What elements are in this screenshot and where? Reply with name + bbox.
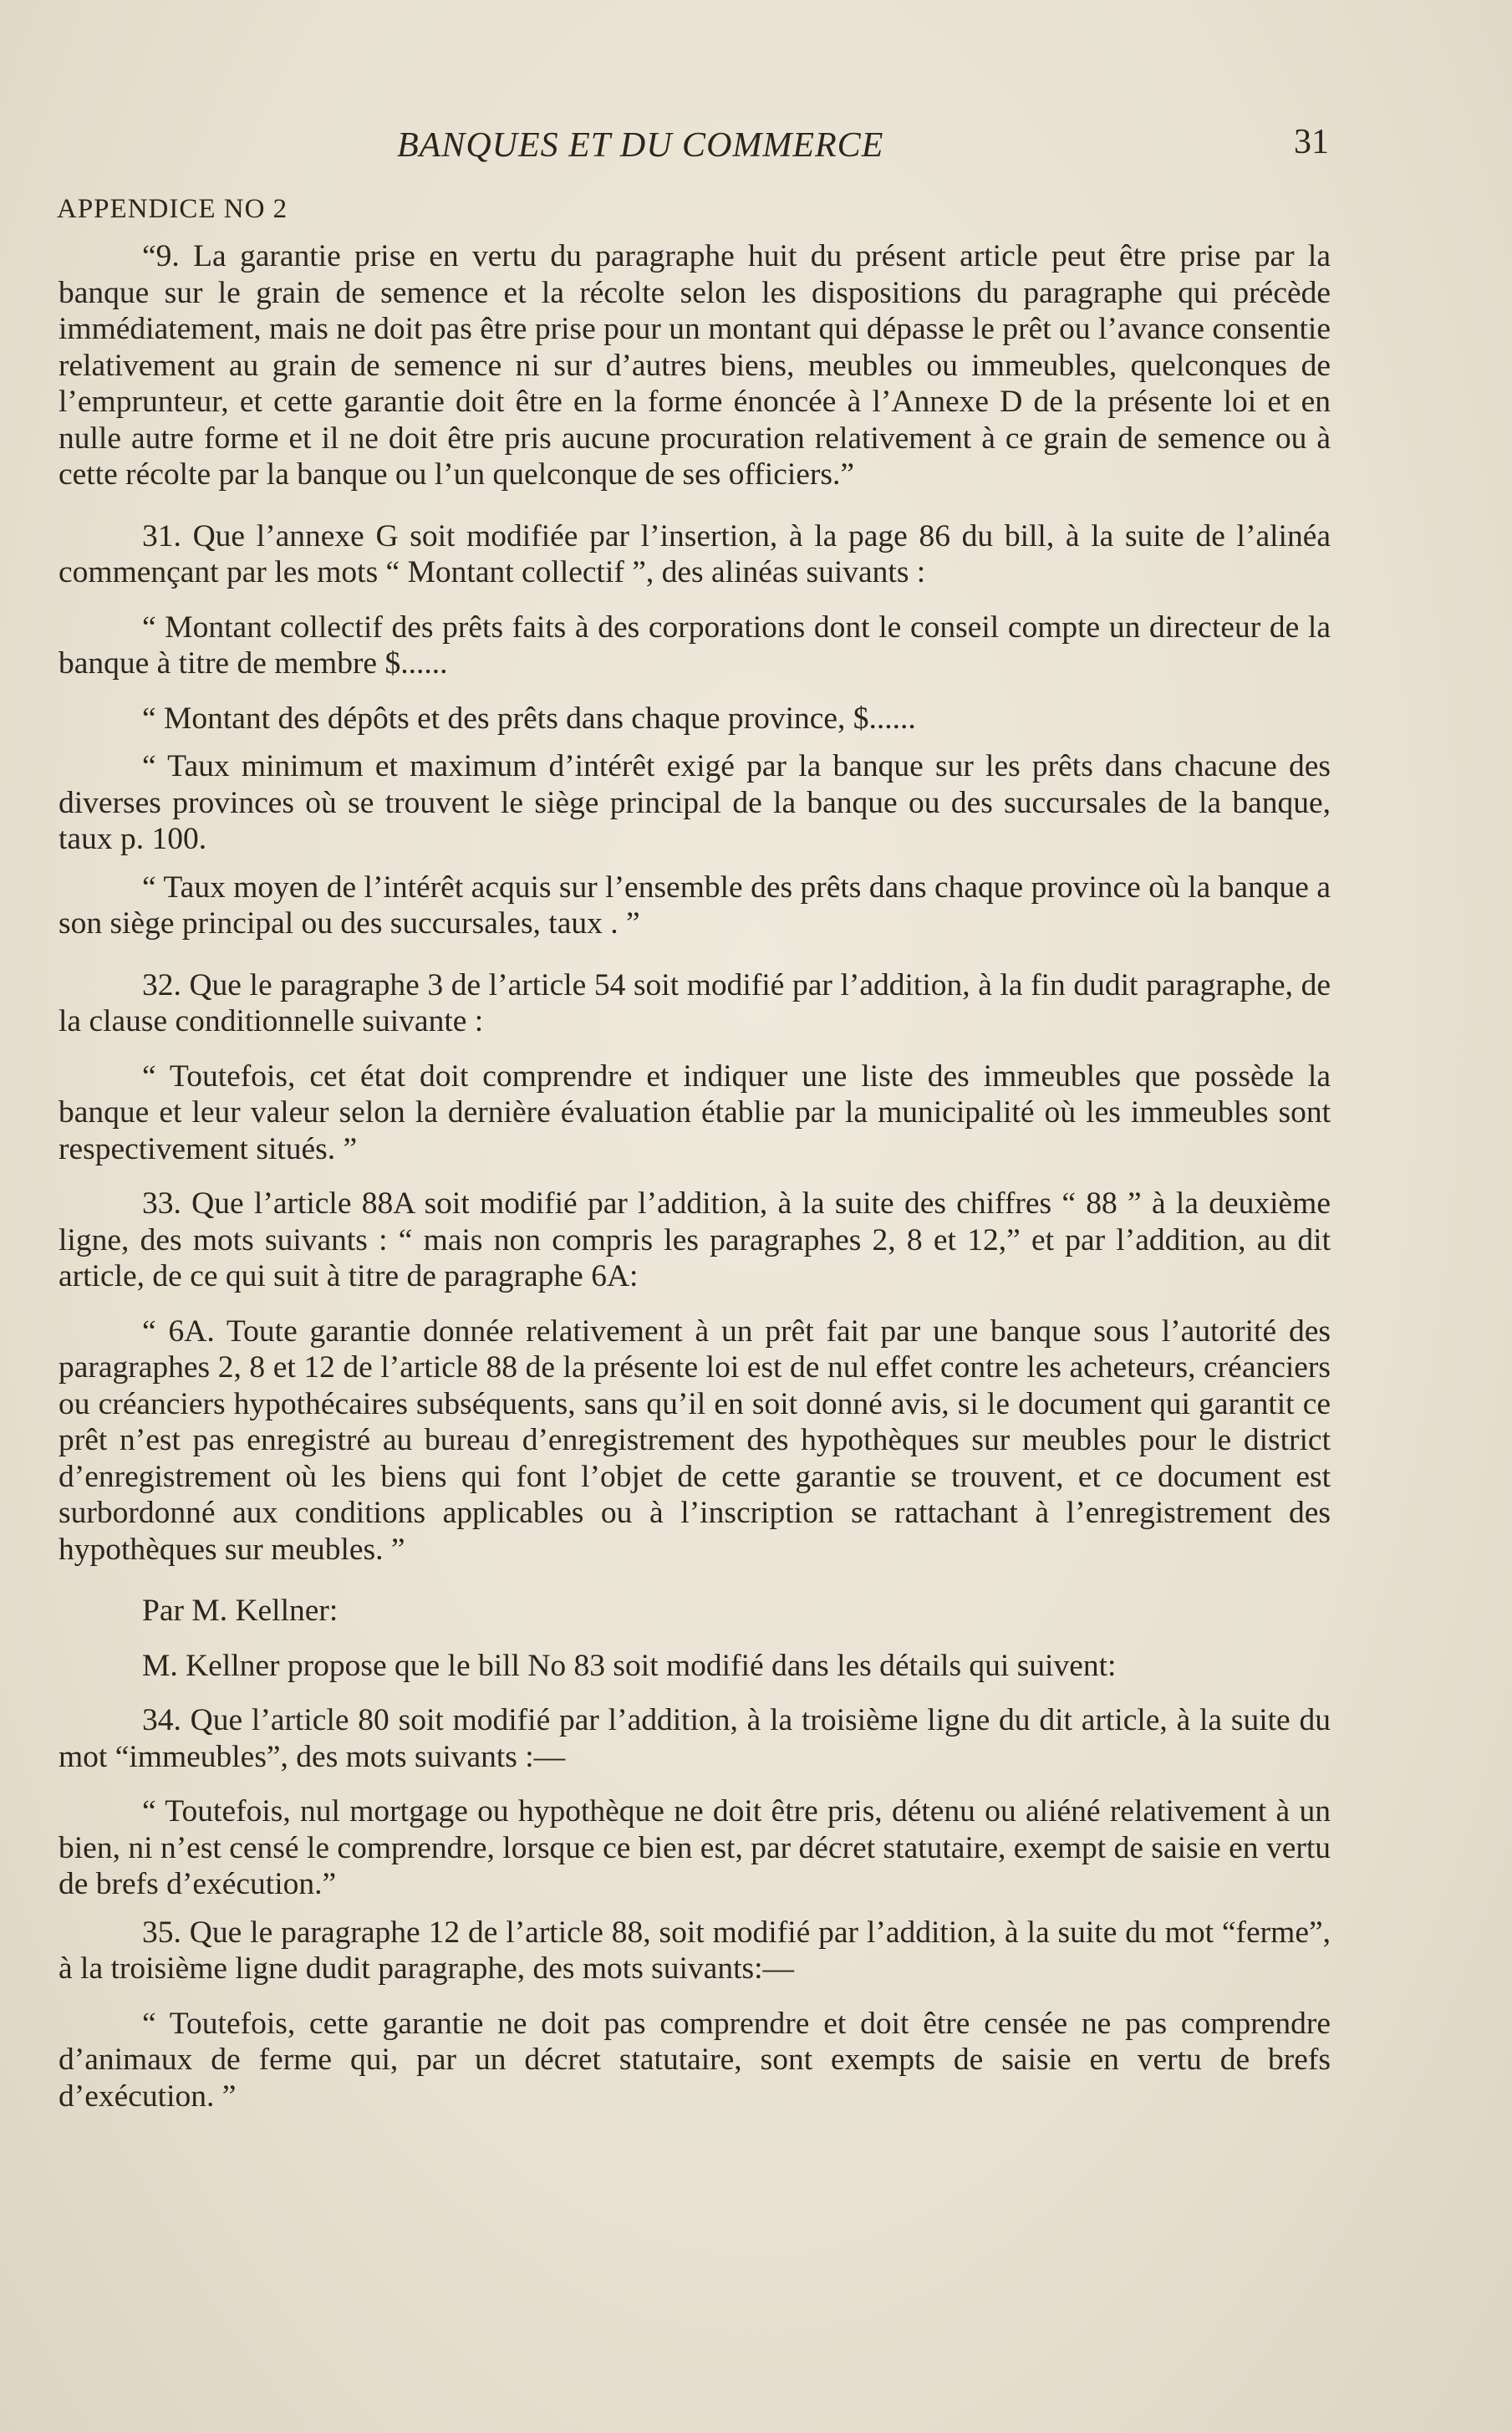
body-text: [59, 238, 1331, 2114]
paragraph-31-item-3: “ Taux minimum et maximum d’intérêt exigé par la banque sur les prêts dans chacune des diverses provinces où se trouvent le siège principal de la banque ou des succursales de la banque, taux p. 100.: [59, 749, 1331, 856]
page-header: [59, 125, 1329, 176]
running-title: BANQUES ET DU COMMERCE: [397, 126, 884, 165]
paragraph-31-item-2: “ Montant des dépôts et des prêts dans chaque province, $......: [142, 701, 916, 736]
paragraph-31-item-4: “ Taux moyen de l’intérêt acquis sur l’ensemble des prêts dans chaque province où la banque a son siège principal ou des succursales, taux . ”: [59, 870, 1331, 941]
page-number: 31: [1294, 123, 1329, 161]
paragraph-31-item-1: “ Montant collectif des prêts faits à des corporations dont le conseil compte un directeur de la banque à titre de membre $......: [59, 610, 1331, 681]
paragraph-34-clause: “ Toutefois, nul mortgage ou hypothèque ne doit être pris, détenu ou aliéné relativement à un bien, ni n’est censé le comprendre, lorsque ce bien est, par décret statutaire, exempt de saisie en vertu de brefs d’exécution.”: [59, 1794, 1331, 1901]
paragraph-34: 34. Que l’article 80 soit modifié par l’addition, à la troisième ligne du dit article, à la suite du mot “immeubles”, des mots suivants :—: [59, 1703, 1331, 1774]
paragraph-33-clause-6a: “ 6A. Toute garantie donnée relativement à un prêt fait par une banque sous l’autorité des paragraphes 2, 8 et 12 de l’article 88 de la présente loi est de nul effet contre les acheteurs, créanciers ou créanciers hypothécaires subséquents, sans qu’il en soit donné avis, si le document qui garantit ce prêt n’est pas enregistré au bureau d’enregistrement des hypothèques sur meubles pour le district d’enregistrement où les biens qui font l’objet de cette garantie se trouvent, et ce document est surbordonné aux conditions applicables ou à l’inscription se rattachant à l’enregistrement des hypothèques sur meubles. ”: [59, 1313, 1331, 1567]
paragraph-9-clause: “9. La garantie prise en vertu du paragraphe huit du présent article peut être prise par la banque sur le grain de semence et la récolte selon les dispositions du paragraphe qui précède immédiatement, mais ne doit pas être prise pour un montant qui dépasse le prêt ou l’avance consentie relativement au grain de semence ni sur d’autres biens, meubles ou immeubles, quelconques de l’emprunteur, et cette garantie doit être en la forme énoncée à l’Annexe D de la présente loi et en nulle autre forme et il ne doit être pris aucune procuration relativement à ce grain de semence ou à cette récolte par la banque ou l’un quelconque de ses officiers.”: [59, 239, 1331, 492]
paragraph-31: 31. Que l’annexe G soit modifiée par l’insertion, à la page 86 du bill, à la suite de l’alinéa commençant par les mots “ Montant collectif ”, des alinéas suivants :: [59, 518, 1331, 589]
paragraph-32-clause: “ Toutefois, cet état doit comprendre et indiquer une liste des immeubles que possède la banque et leur valeur selon la dernière évaluation établie par la municipalité où les immeubles sont respectivement situés. ”: [59, 1058, 1331, 1166]
paragraph-35: 35. Que le paragraphe 12 de l’article 88, soit modifié par l’addition, à la suite du mot “ferme”, à la troisième ligne dudit paragraphe, des mots suivants:—: [59, 1915, 1331, 1986]
proposer-heading: Par M. Kellner:: [142, 1594, 339, 1628]
proposer-motion: M. Kellner propose que le bill No 83 soit modifié dans les détails qui suivent:: [142, 1648, 1117, 1683]
paragraph-33: 33. Que l’article 88A soit modifié par l’addition, à la suite des chiffres “ 88 ” à la deuxième ligne, des mots suivants : “ mais non compris les paragraphes 2, 8 et 12,” et par l’addition, au dit article, de ce qui suit à titre de paragraphe 6A:: [59, 1186, 1331, 1293]
appendix-label: APPENDICE NO 2: [57, 194, 288, 224]
paragraph-32: 32. Que le paragraphe 3 de l’article 54 soit modifié par l’addition, à la fin dudit paragraphe, de la clause conditionnelle suivante :: [59, 967, 1331, 1038]
paragraph-35-clause: “ Toutefois, cette garantie ne doit pas comprendre et doit être censée ne pas comprendre d’animaux de ferme qui, par un décret statutaire, sont exempts de saisie en vertu de brefs d’exécution. ”: [59, 2006, 1331, 2114]
